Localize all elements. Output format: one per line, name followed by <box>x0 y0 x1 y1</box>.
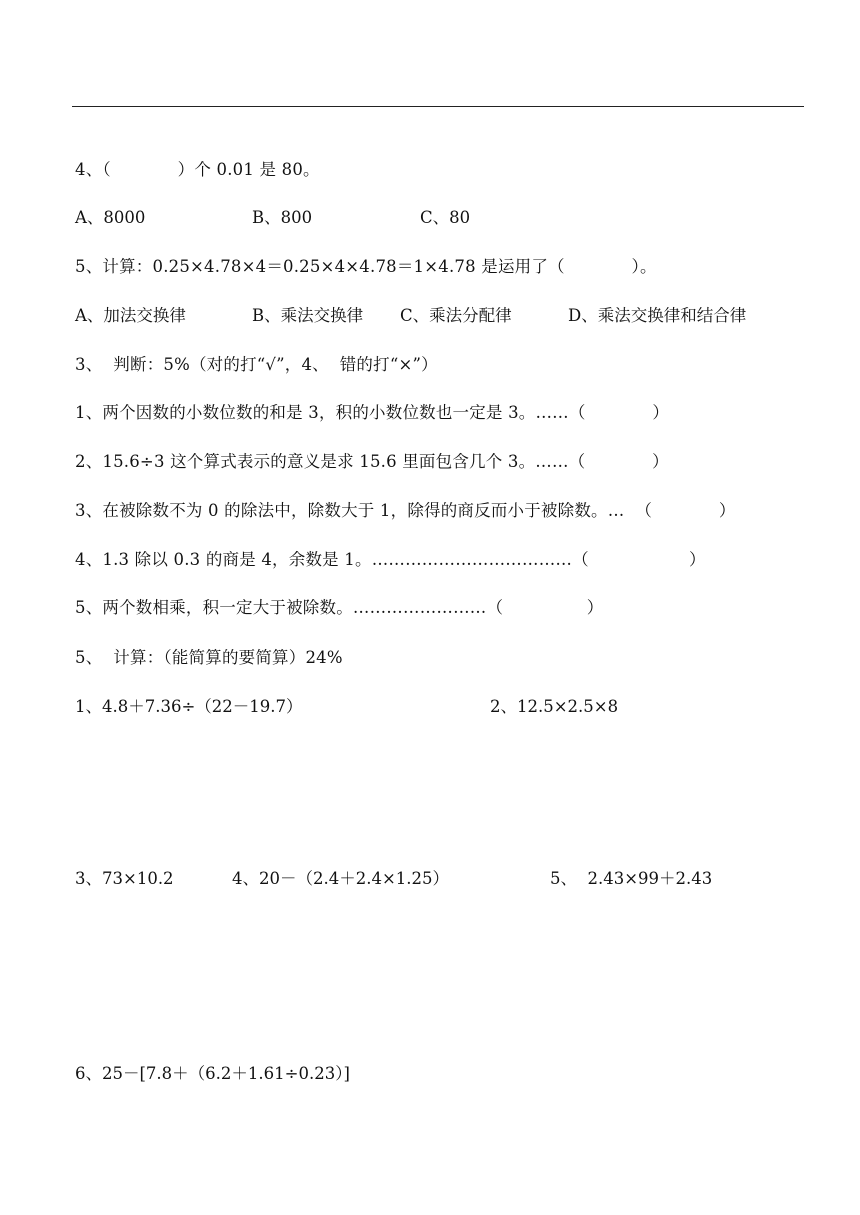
section-5-heading: 5、 计算：（能简算的要简算）24% <box>75 648 343 667</box>
question-4-option-b: B、800 <box>252 208 313 227</box>
judge-item-3: 3、在被除数不为 0 的除法中，除数大于 1，除得的商反而小于被除数。… （ ） <box>75 501 736 520</box>
judge-item-4: 4、1.3 除以 0.3 的商是 4，余数是 1。………………………………（ ） <box>75 550 706 569</box>
question-4-stem: 4、（ ）个 0.01 是 80。 <box>75 160 320 179</box>
judge-item-2: 2、15.6÷3 这个算式表示的意义是求 15.6 里面包含几个 3。……（ ） <box>75 452 669 471</box>
question-4-option-a: A、8000 <box>75 208 146 227</box>
calc-problem-6: 6、25－[7.8＋（6.2＋1.61÷0.23）] <box>75 1064 350 1083</box>
question-5-option-d: D、乘法交换律和结合律 <box>568 306 747 325</box>
question-5-option-c: C、乘法分配律 <box>400 306 512 325</box>
question-4-option-c: C、80 <box>420 208 471 227</box>
judge-item-1: 1、两个因数的小数位数的和是 3，积的小数位数也一定是 3。……（ ） <box>75 403 670 422</box>
judge-item-5: 5、两个数相乘，积一定大于被除数。……………………（ ） <box>75 598 604 617</box>
header-rule <box>72 106 804 107</box>
calc-problem-4: 4、20－（2.4＋2.4×1.25） <box>232 869 450 888</box>
question-5-option-b: B、乘法交换律 <box>252 306 364 325</box>
calc-problem-2: 2、12.5×2.5×8 <box>490 697 619 716</box>
calc-problem-3: 3、73×10.2 <box>75 869 174 888</box>
section-3-heading: 3、 判断：5%（对的打“√”，4、 错的打“×”） <box>75 355 438 374</box>
calc-problem-1: 1、4.8＋7.36÷（22－19.7） <box>75 697 303 716</box>
question-5-option-a: A、加法交换律 <box>75 306 186 325</box>
question-5-stem: 5、计算：0.25×4.78×4＝0.25×4×4.78＝1×4.78 是运用了（ ）。 <box>75 257 657 276</box>
calc-problem-5: 5、 2.43×99＋2.43 <box>550 869 713 888</box>
